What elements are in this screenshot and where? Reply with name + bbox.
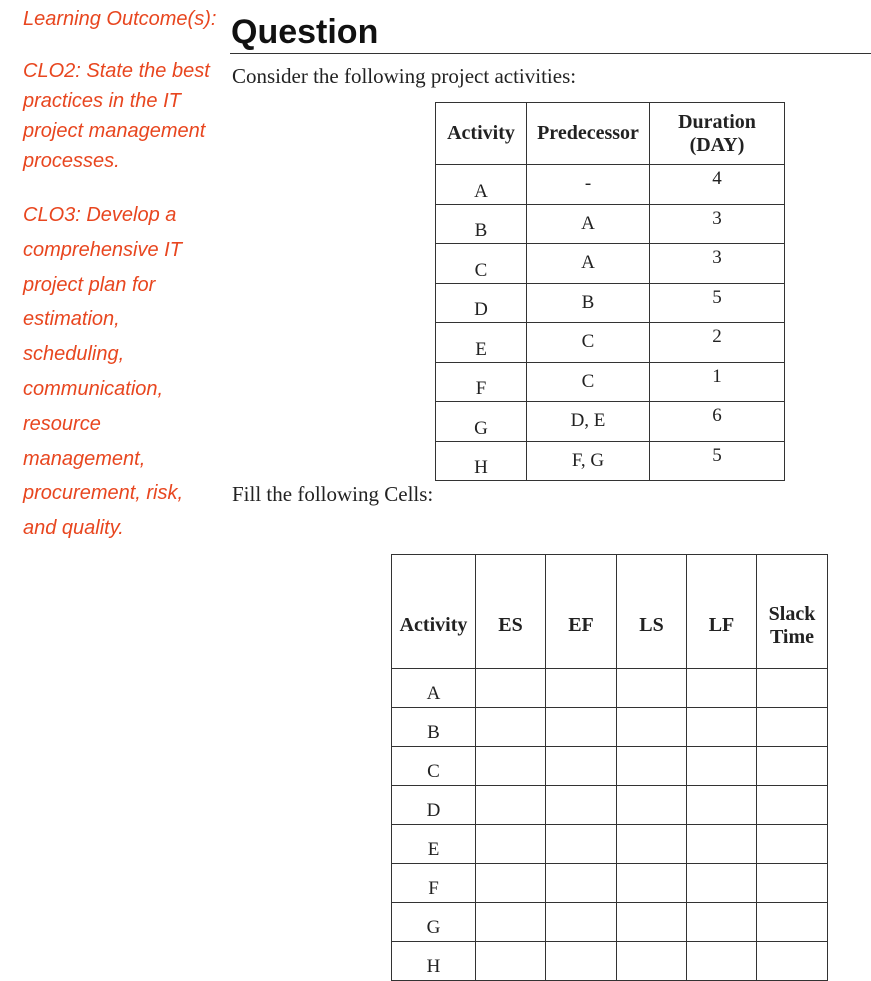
slack-cell[interactable] — [757, 864, 828, 903]
activity-cell: C — [436, 244, 527, 284]
es-cell[interactable] — [476, 708, 546, 747]
activity-cell: G — [436, 402, 527, 442]
table-row — [392, 903, 828, 942]
slack-cell[interactable] — [757, 708, 828, 747]
table-row — [436, 402, 785, 442]
question-title: Question — [231, 13, 379, 51]
duration-cell: 4 — [650, 165, 785, 205]
activity-cell: B — [436, 204, 527, 244]
slack-cell[interactable] — [757, 942, 828, 981]
question-intro: Consider the following project activities: — [232, 64, 577, 88]
ls-cell[interactable] — [617, 903, 687, 942]
title-divider — [230, 53, 871, 54]
activities-header-row — [436, 103, 785, 165]
ef-cell[interactable] — [546, 786, 617, 825]
ef-cell[interactable] — [546, 903, 617, 942]
fill-instruction: Fill the following Cells: — [232, 482, 434, 506]
predecessor-cell: - — [527, 165, 650, 205]
ls-cell[interactable] — [617, 825, 687, 864]
lf-cell[interactable] — [687, 786, 757, 825]
slack-time-header — [757, 555, 828, 669]
es-cell[interactable] — [476, 825, 546, 864]
ls-header: LS — [617, 555, 687, 669]
activity-cell: A — [436, 165, 527, 205]
learning-outcomes-sidebar — [23, 4, 218, 546]
predecessor-cell: C — [527, 323, 650, 363]
duration-cell: 5 — [650, 283, 785, 323]
slack-cell[interactable] — [757, 786, 828, 825]
slack-header-line2: Time — [769, 625, 815, 648]
table-row — [436, 323, 785, 363]
activity-cell: E — [436, 323, 527, 363]
ls-cell[interactable] — [617, 786, 687, 825]
table-row — [392, 747, 828, 786]
table-row — [392, 669, 828, 708]
ls-cell[interactable] — [617, 942, 687, 981]
table-row — [436, 362, 785, 402]
table-row — [436, 283, 785, 323]
lf-cell[interactable] — [687, 903, 757, 942]
ef-cell[interactable] — [546, 669, 617, 708]
lf-header: LF — [687, 555, 757, 669]
slack-cell[interactable] — [757, 825, 828, 864]
duration-cell: 1 — [650, 362, 785, 402]
activity-cell: C — [392, 747, 476, 786]
ef-cell[interactable] — [546, 825, 617, 864]
activity-cell: F — [392, 864, 476, 903]
predecessor-cell: A — [527, 244, 650, 284]
ef-cell[interactable] — [546, 747, 617, 786]
predecessor-cell: A — [527, 204, 650, 244]
activity-header: Activity — [436, 103, 527, 165]
activity-cell: H — [392, 942, 476, 981]
table-row — [392, 864, 828, 903]
slack-header-line1: Slack — [768, 602, 816, 625]
ef-cell[interactable] — [546, 942, 617, 981]
ef-header: EF — [546, 555, 617, 669]
schedule-header-row — [392, 555, 828, 669]
duration-cell: 3 — [650, 244, 785, 284]
es-cell[interactable] — [476, 864, 546, 903]
lf-cell[interactable] — [687, 669, 757, 708]
ls-cell[interactable] — [617, 669, 687, 708]
activity-cell: E — [392, 825, 476, 864]
slack-cell[interactable] — [757, 669, 828, 708]
ef-cell[interactable] — [546, 864, 617, 903]
activity-cell: F — [436, 362, 527, 402]
table-row — [436, 165, 785, 205]
lf-cell[interactable] — [687, 942, 757, 981]
slack-cell[interactable] — [757, 903, 828, 942]
duration-header-line1: Duration — [678, 110, 756, 133]
ls-cell[interactable] — [617, 864, 687, 903]
duration-cell: 2 — [650, 323, 785, 363]
activity-cell: G — [392, 903, 476, 942]
es-cell[interactable] — [476, 942, 546, 981]
table-row — [436, 204, 785, 244]
duration-header — [650, 103, 785, 165]
ls-cell[interactable] — [617, 747, 687, 786]
duration-header-line2: (DAY) — [689, 133, 745, 156]
es-cell[interactable] — [476, 747, 546, 786]
table-row — [392, 708, 828, 747]
activity-cell: A — [392, 669, 476, 708]
predecessor-cell: F, G — [527, 441, 650, 481]
es-cell[interactable] — [476, 903, 546, 942]
ls-cell[interactable] — [617, 708, 687, 747]
slack-cell[interactable] — [757, 747, 828, 786]
predecessor-cell: B — [527, 283, 650, 323]
activities-table — [435, 102, 785, 481]
clo2-text: CLO2: State the best practices in the IT project management processes. — [23, 60, 210, 172]
table-row — [392, 942, 828, 981]
activity-header: Activity — [392, 555, 476, 669]
es-cell[interactable] — [476, 786, 546, 825]
activity-cell: D — [436, 283, 527, 323]
predecessor-cell: C — [527, 362, 650, 402]
es-cell[interactable] — [476, 669, 546, 708]
clo3-text: CLO3: Develop a comprehensive IT project plan for estimation, scheduling, communication, resource management, procurement, risk, and quality. — [23, 204, 184, 540]
activity-cell: D — [392, 786, 476, 825]
schedule-table — [391, 554, 828, 981]
table-row — [436, 441, 785, 481]
activity-cell: H — [436, 441, 527, 481]
table-row — [436, 244, 785, 284]
predecessor-header: Predecessor — [527, 103, 650, 165]
ef-cell[interactable] — [546, 708, 617, 747]
lf-cell[interactable] — [687, 825, 757, 864]
predecessor-cell: D, E — [527, 402, 650, 442]
es-header: ES — [476, 555, 546, 669]
lf-cell[interactable] — [687, 708, 757, 747]
table-row — [392, 825, 828, 864]
learning-outcomes-title: Learning Outcome(s): — [23, 8, 217, 30]
lf-cell[interactable] — [687, 864, 757, 903]
duration-cell: 3 — [650, 204, 785, 244]
table-row — [392, 786, 828, 825]
lf-cell[interactable] — [687, 747, 757, 786]
activity-cell: B — [392, 708, 476, 747]
duration-cell: 5 — [650, 441, 785, 481]
duration-cell: 6 — [650, 402, 785, 442]
